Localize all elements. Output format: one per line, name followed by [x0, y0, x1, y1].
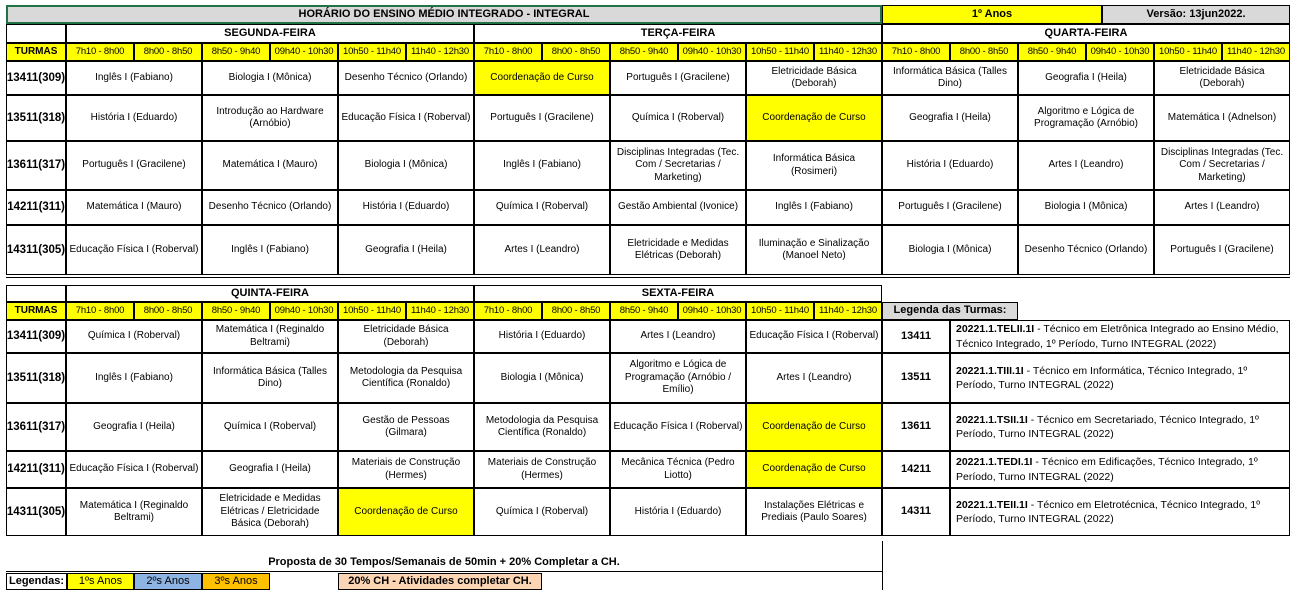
class-code: 14311 — [6, 243, 39, 256]
turmas-header[interactable]: TURMAS — [6, 43, 66, 61]
legend-ch-activities[interactable]: 20% CH - Atividades completar CH. — [338, 573, 542, 590]
schedule-cell[interactable]: Geografia I (Heila) — [66, 403, 202, 451]
time-slot[interactable]: 8h50 - 9h40 — [1018, 43, 1086, 61]
schedule-cell[interactable]: Informática Básica (Talles Dino) — [202, 353, 338, 403]
legend-2nd-years[interactable]: 2ºs Anos — [134, 573, 202, 590]
time-slot[interactable]: 8h00 - 8h50 — [542, 302, 610, 320]
time-slot[interactable]: 10h50 - 11h40 — [1154, 43, 1222, 61]
schedule-cell[interactable]: Coordenação de Curso — [338, 488, 474, 536]
class-room: (305) — [38, 505, 66, 518]
schedule-cell[interactable]: Disciplinas Integradas (Tec. Com / Secretarias / Marketing) — [610, 141, 746, 190]
schedule-cell[interactable]: Eletricidade Básica (Deborah) — [338, 320, 474, 353]
schedule-cell[interactable]: História I (Eduardo) — [338, 190, 474, 225]
schedule-cell[interactable]: Geografia I (Heila) — [882, 95, 1018, 141]
legend-code[interactable]: 14211 — [882, 451, 950, 488]
schedule-cell[interactable]: Informática Básica (Rosimeri) — [746, 141, 882, 190]
time-slot[interactable]: 8h50 - 9h40 — [610, 43, 678, 61]
schedule-cell[interactable]: História I (Eduardo) — [610, 488, 746, 536]
schedule-cell[interactable]: Inglês I (Fabiano) — [66, 353, 202, 403]
time-slot[interactable]: 10h50 - 11h40 — [338, 302, 406, 320]
class-code-cell[interactable] — [6, 95, 66, 141]
legend-code[interactable]: 13611 — [882, 403, 950, 451]
class-room: (318) — [38, 371, 66, 384]
schedule-cell[interactable]: Desenho Técnico (Orlando) — [1018, 225, 1154, 275]
time-slot[interactable]: 8h00 - 8h50 — [134, 43, 202, 61]
schedule-cell[interactable]: Educação Física I (Roberval) — [66, 451, 202, 488]
schedule-cell[interactable]: Artes I (Leandro) — [1018, 141, 1154, 190]
time-slot[interactable]: 11h40 - 12h30 — [1222, 43, 1290, 61]
legend-course-id: 20221.1.TELII.1I — [956, 323, 1035, 336]
schedule-cell[interactable]: Inglês I (Fabiano) — [202, 225, 338, 275]
time-slot[interactable]: 10h50 - 11h40 — [746, 43, 814, 61]
schedule-cell[interactable]: Matemática I (Adnelson) — [1154, 95, 1290, 141]
legend-description[interactable] — [950, 403, 1290, 451]
turmas-header[interactable]: TURMAS — [6, 302, 66, 320]
time-slot[interactable]: 09h40 - 10h30 — [678, 302, 746, 320]
schedule-cell[interactable]: Biologia I (Mônica) — [882, 225, 1018, 275]
day-header-ter[interactable]: TERÇA-FEIRA — [474, 24, 882, 43]
schedule-cell[interactable]: Instalações Elétricas e Prediais (Paulo Soares) — [746, 488, 882, 536]
class-code-cell[interactable] — [6, 61, 66, 95]
schedule-cell[interactable]: Algoritmo e Lógica de Programação (Arnóbio / Emílio) — [610, 353, 746, 403]
class-code-cell[interactable] — [6, 451, 66, 488]
class-code: 13511 — [6, 371, 39, 384]
time-slot[interactable]: 8h00 - 8h50 — [134, 302, 202, 320]
title-cell[interactable]: HORÁRIO DO ENSINO MÉDIO INTEGRADO - INTEGRAL — [6, 5, 882, 24]
schedule-cell[interactable]: Materiais de Construção (Hermes) — [474, 451, 610, 488]
schedule-cell[interactable]: Iluminação e Sinalização (Manoel Neto) — [746, 225, 882, 275]
schedule-cell[interactable]: Matemática I (Reginaldo Beltrami) — [202, 320, 338, 353]
day-header-seg[interactable]: SEGUNDA-FEIRA — [66, 24, 474, 43]
class-room: (311) — [38, 201, 65, 214]
schedule-cell[interactable]: Eletricidade e Medidas Elétricas / Eletricidade Básica (Deborah) — [202, 488, 338, 536]
time-slot[interactable]: 8h50 - 9h40 — [610, 302, 678, 320]
time-slot[interactable]: 11h40 - 12h30 — [406, 43, 474, 61]
proposal-text[interactable]: Proposta de 30 Tempos/Semanais de 50min + 20% Completar a CH. — [268, 555, 620, 568]
class-room: (309) — [38, 71, 66, 84]
legend-course-text: - Técnico em Eletrônica Integrado ao Ensino Médio, Técnico Integrado, 1º Período, Turno INTEGRAL (2022) — [956, 323, 1279, 350]
legend-3rd-years[interactable]: 3ºs Anos — [202, 573, 270, 590]
time-slot[interactable]: 8h00 - 8h50 — [950, 43, 1018, 61]
time-slot[interactable]: 09h40 - 10h30 — [270, 302, 338, 320]
schedule-cell[interactable]: Artes I (Leandro) — [1154, 190, 1290, 225]
legend-course-id: 20221.1.TIII.1I — [956, 364, 1024, 377]
time-slot[interactable]: 11h40 - 12h30 — [814, 43, 882, 61]
schedule-cell[interactable]: Inglês I (Fabiano) — [474, 141, 610, 190]
schedule-cell[interactable]: Artes I (Leandro) — [474, 225, 610, 275]
legend-course-text: - Técnico em Secretariado, Técnico Integrado, 1º Período, Turno INTEGRAL (2022) — [956, 413, 1259, 440]
schedule-cell[interactable]: Artes I (Leandro) — [746, 353, 882, 403]
schedule-cell[interactable]: Desenho Técnico (Orlando) — [338, 61, 474, 95]
schedule-cell[interactable]: Química I (Roberval) — [474, 488, 610, 536]
legend-course-text: - Técnico em Eletrotécnica, Técnico Integrado, 1º Período, Turno INTEGRAL (2022) — [956, 498, 1261, 525]
legend-course-id: 20221.1.TEDI.1I — [956, 456, 1033, 469]
block-separator — [6, 277, 1290, 284]
schedule-cell[interactable]: Eletricidade Básica (Deborah) — [746, 61, 882, 95]
legendas-label[interactable]: Legendas: — [6, 573, 67, 590]
schedule-cell[interactable]: Biologia I (Mônica) — [202, 61, 338, 95]
legend-code[interactable]: 13511 — [882, 353, 950, 403]
legend-code[interactable]: 13411 — [882, 320, 950, 353]
class-code: 14211 — [7, 201, 39, 214]
schedule-cell[interactable]: Português I (Gracilene) — [66, 141, 202, 190]
legend-course-text: - Técnico em Edificações, Técnico Integrado, 1º Período, Turno INTEGRAL (2022) — [956, 456, 1258, 483]
time-slot[interactable]: 7h10 - 8h00 — [66, 43, 134, 61]
class-room: (311) — [38, 463, 65, 476]
schedule-cell[interactable]: Inglês I (Fabiano) — [66, 61, 202, 95]
class-room: (317) — [38, 159, 66, 172]
day-header-qua[interactable]: QUARTA-FEIRA — [882, 24, 1290, 43]
class-room: (305) — [38, 243, 66, 256]
class-code-cell[interactable] — [6, 403, 66, 451]
schedule-cell[interactable]: Introdução ao Hardware (Arnóbio) — [202, 95, 338, 141]
schedule-cell[interactable]: Português I (Gracilene) — [474, 95, 610, 141]
class-code-cell[interactable] — [6, 320, 66, 353]
schedule-cell[interactable]: Metodologia da Pesquisa Científica (Ronaldo) — [338, 353, 474, 403]
time-slot[interactable]: 7h10 - 8h00 — [882, 43, 950, 61]
time-slot[interactable]: 11h40 - 12h30 — [406, 302, 474, 320]
time-slot[interactable]: 10h50 - 11h40 — [746, 302, 814, 320]
schedule-cell[interactable]: Química I (Roberval) — [610, 95, 746, 141]
schedule-cell[interactable]: Coordenação de Curso — [746, 451, 882, 488]
legend-1st-years[interactable]: 1ºs Anos — [67, 573, 134, 590]
schedule-cell[interactable]: Português I (Gracilene) — [882, 190, 1018, 225]
legend-course-text: - Técnico em Informática, Técnico Integrado, 1º Período, Turno INTEGRAL (2022) — [956, 364, 1248, 391]
schedule-cell[interactable]: Gestão de Pessoas (Gilmara) — [338, 403, 474, 451]
schedule-cell[interactable]: Mecânica Técnica (Pedro Liotto) — [610, 451, 746, 488]
class-code-cell[interactable] — [6, 353, 66, 403]
class-code-cell[interactable] — [6, 225, 66, 275]
class-room: (318) — [38, 111, 66, 124]
schedule-cell[interactable]: Biologia I (Mônica) — [338, 141, 474, 190]
schedule-cell[interactable]: Informática Básica (Talles Dino) — [882, 61, 1018, 95]
schedule-cell[interactable]: Disciplinas Integradas (Tec. Com / Secretarias / Marketing) — [1154, 141, 1290, 190]
schedule-cell[interactable]: Educação Física I (Roberval) — [610, 403, 746, 451]
empty-cell[interactable] — [6, 285, 66, 302]
schedule-cell[interactable]: Coordenação de Curso — [746, 95, 882, 141]
schedule-cell[interactable]: Português I (Gracilene) — [1154, 225, 1290, 275]
legend-code[interactable]: 14311 — [882, 488, 950, 536]
schedule-cell[interactable]: Educação Física I (Roberval) — [338, 95, 474, 141]
schedule-cell[interactable]: Geografia I (Heila) — [202, 451, 338, 488]
schedule-cell[interactable]: Matemática I (Reginaldo Beltrami) — [66, 488, 202, 536]
class-code: 13411 — [6, 330, 39, 343]
schedule-cell[interactable]: Materiais de Construção (Hermes) — [338, 451, 474, 488]
schedule-cell[interactable]: História I (Eduardo) — [882, 141, 1018, 190]
schedule-cell[interactable]: Biologia I (Mônica) — [1018, 190, 1154, 225]
schedule-cell[interactable]: Eletricidade Básica (Deborah) — [1154, 61, 1290, 95]
schedule-cell[interactable]: Biologia I (Mônica) — [474, 353, 610, 403]
time-slot[interactable]: 09h40 - 10h30 — [270, 43, 338, 61]
class-code-cell[interactable] — [6, 141, 66, 190]
class-code-cell[interactable] — [6, 190, 66, 225]
empty-cell[interactable] — [6, 24, 66, 43]
schedule-cell[interactable]: Geografia I (Heila) — [338, 225, 474, 275]
schedule-cell[interactable]: História I (Eduardo) — [66, 95, 202, 141]
schedule-cell[interactable]: História I (Eduardo) — [474, 320, 610, 353]
schedule-cell[interactable]: Gestão Ambiental (Ivonice) — [610, 190, 746, 225]
class-code: 13511 — [6, 111, 39, 124]
time-slot[interactable]: 11h40 - 12h30 — [814, 302, 882, 320]
schedule-cell[interactable]: Coordenação de Curso — [474, 61, 610, 95]
schedule-cell[interactable]: Algoritmo e Lógica de Programação (Arnóbio) — [1018, 95, 1154, 141]
class-code: 13611 — [6, 159, 39, 172]
schedule-cell[interactable]: Química I (Roberval) — [66, 320, 202, 353]
schedule-cell[interactable]: Inglês I (Fabiano) — [746, 190, 882, 225]
legend-title[interactable]: Legenda das Turmas: — [882, 302, 1018, 320]
class-code: 13611 — [6, 420, 39, 433]
legend-description[interactable] — [950, 320, 1290, 353]
schedule-cell[interactable]: Artes I (Leandro) — [610, 320, 746, 353]
footer-right-area — [882, 541, 1290, 590]
time-slot[interactable]: 09h40 - 10h30 — [1086, 43, 1154, 61]
schedule-cell[interactable]: Coordenação de Curso — [746, 403, 882, 451]
schedule-cell[interactable]: Educação Física I (Roberval) — [746, 320, 882, 353]
class-code: 14211 — [7, 463, 39, 476]
schedule-cell[interactable]: Eletricidade e Medidas Elétricas (Deborah) — [610, 225, 746, 275]
time-slot[interactable]: 7h10 - 8h00 — [474, 43, 542, 61]
schedule-cell[interactable]: Metodologia da Pesquisa Científica (Ronaldo) — [474, 403, 610, 451]
time-slot[interactable]: 8h50 - 9h40 — [202, 43, 270, 61]
legend-course-id: 20221.1.TSII.1I — [956, 413, 1028, 426]
day-header-sex[interactable]: SEXTA-FEIRA — [474, 285, 882, 302]
time-slot[interactable]: 10h50 - 11h40 — [338, 43, 406, 61]
version-cell[interactable]: Versão: 13jun2022. — [1102, 5, 1290, 24]
legend-description[interactable] — [950, 451, 1290, 488]
class-code-cell[interactable] — [6, 488, 66, 536]
schedule-cell[interactable]: Química I (Roberval) — [474, 190, 610, 225]
time-slot[interactable]: 7h10 - 8h00 — [474, 302, 542, 320]
schedule-cell[interactable]: Desenho Técnico (Orlando) — [202, 190, 338, 225]
schedule-cell[interactable]: Química I (Roberval) — [202, 403, 338, 451]
time-slot[interactable]: 8h00 - 8h50 — [542, 43, 610, 61]
class-code: 14311 — [6, 505, 39, 518]
class-room: (317) — [38, 420, 66, 433]
schedule-cell[interactable]: Matemática I (Mauro) — [202, 141, 338, 190]
schedule-cell[interactable]: Português I (Gracilene) — [610, 61, 746, 95]
class-code: 13411 — [6, 71, 39, 84]
legend-course-id: 20221.1.TEII.1I — [956, 498, 1028, 511]
schedule-cell[interactable]: Matemática I (Mauro) — [66, 190, 202, 225]
class-room: (309) — [38, 330, 66, 343]
schedule-cell[interactable]: Geografia I (Heila) — [1018, 61, 1154, 95]
legend-description[interactable] — [950, 353, 1290, 403]
legend-description[interactable] — [950, 488, 1290, 536]
day-header-qui[interactable]: QUINTA-FEIRA — [66, 285, 474, 302]
serie-cell[interactable]: 1º Anos — [882, 5, 1102, 24]
time-slot[interactable]: 8h50 - 9h40 — [202, 302, 270, 320]
schedule-cell[interactable]: Educação Física I (Roberval) — [66, 225, 202, 275]
time-slot[interactable]: 7h10 - 8h00 — [66, 302, 134, 320]
time-slot[interactable]: 09h40 - 10h30 — [678, 43, 746, 61]
